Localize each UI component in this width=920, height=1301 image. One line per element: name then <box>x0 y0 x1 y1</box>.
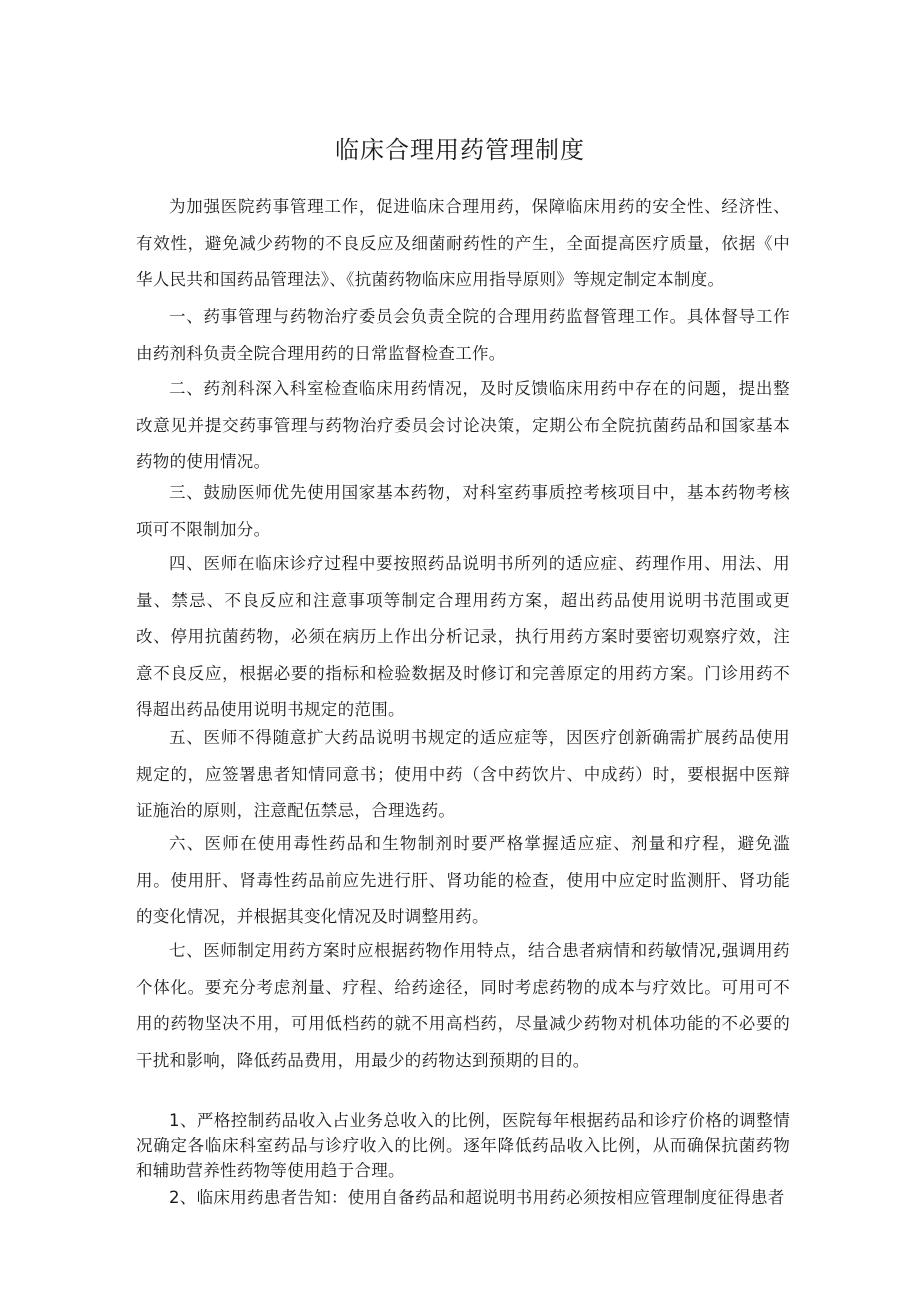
paragraph-intro: 为加强医院药事管理工作，促进临床合理用药，保障临床用药的安全性、经济性、有效性，避免减少药物的不良反应及细菌耐药性的产生，全面提高医疗质量，依据《中华人民共和国药品管理法》、《抗菌药物临床应用指导原则》等规定制定本制度。 <box>136 197 790 289</box>
document-title: 临床合理用药管理制度 <box>335 136 585 164</box>
paragraph-section-2: 二、药剂科深入科室检查临床用药情况，及时反馈临床用药中存在的问题，提出整改意见并提交药事管理与药物治疗委员会讨论决策，定期公布全院抗菌药品和国家基本药物的使用情况。 <box>136 379 790 471</box>
paragraph-section-5: 五、医师不得随意扩大药品说明书规定的适应症等，因医疗创新确需扩展药品使用规定的，应签署患者知情同意书；使用中药（含中药饮片、中成药）时，要根据中医辩证施治的原则，注意配伍禁忌，合理选药。 <box>136 728 790 820</box>
paragraph-section-1: 一、药事管理与药物治疗委员会负责全院的合理用药监督管理工作。具体督导工作由药剂科负责全院合理用药的日常监督检查工作。 <box>136 307 790 363</box>
paragraph-section-4: 四、医师在临床诊疗过程中要按照药品说明书所列的适应症、药理作用、用法、用量、禁忌、不良反应和注意事项等制定合理用药方案，超出药品使用说明书范围或更改、停用抗菌药物，必须在病历上作出分析记录，执行用药方案时要密切观察疗效，注意不良反应，根据必要的指标和检验数据及时修订和完善原定的用药方案。门诊用药不得超出药品使用说明书规定的范围。 <box>136 554 790 719</box>
paragraph-section-7: 七、医师制定用药方案时应根据药物作用特点，结合患者病情和药敏情况,强调用药个体化。要充分考虑剂量、疗程、给药途径，同时考虑药物的成本与疗效比。可用可不用的药物坚决不用，可用低档药的就不用高档药，尽量减少药物对机体功能的不必要的干扰和影响，降低药品费用，用最少的药物达到预期的目的。 <box>136 941 790 1070</box>
paragraph-item-2: 2、临床用药患者告知：使用自备药品和超说明书用药必须按相应管理制度征得患者 <box>169 1188 785 1207</box>
paragraph-item-1: 1、严格控制药品收入占业务总收入的比例，医院每年根据药品和诊疗价格的调整情况确定各临床科室药品与诊疗收入的比例。逐年降低药品收入比例，从而确保抗菌药物和辅助营养性药物等使用趋于合理。 <box>136 1111 790 1180</box>
paragraph-section-6: 六、医师在使用毒性药品和生物制剂时要严格掌握适应症、剂量和疗程，避免滥用。使用肝、肾毒性药品前应先进行肝、肾功能的检查，使用中应定时监测肝、肾功能的变化情况，并根据其变化情况及时调整用药。 <box>136 834 790 926</box>
paragraph-section-3: 三、鼓励医师优先使用国家基本药物，对科室药事质控考核项目中，基本药物考核项可不限制加分。 <box>136 483 790 539</box>
